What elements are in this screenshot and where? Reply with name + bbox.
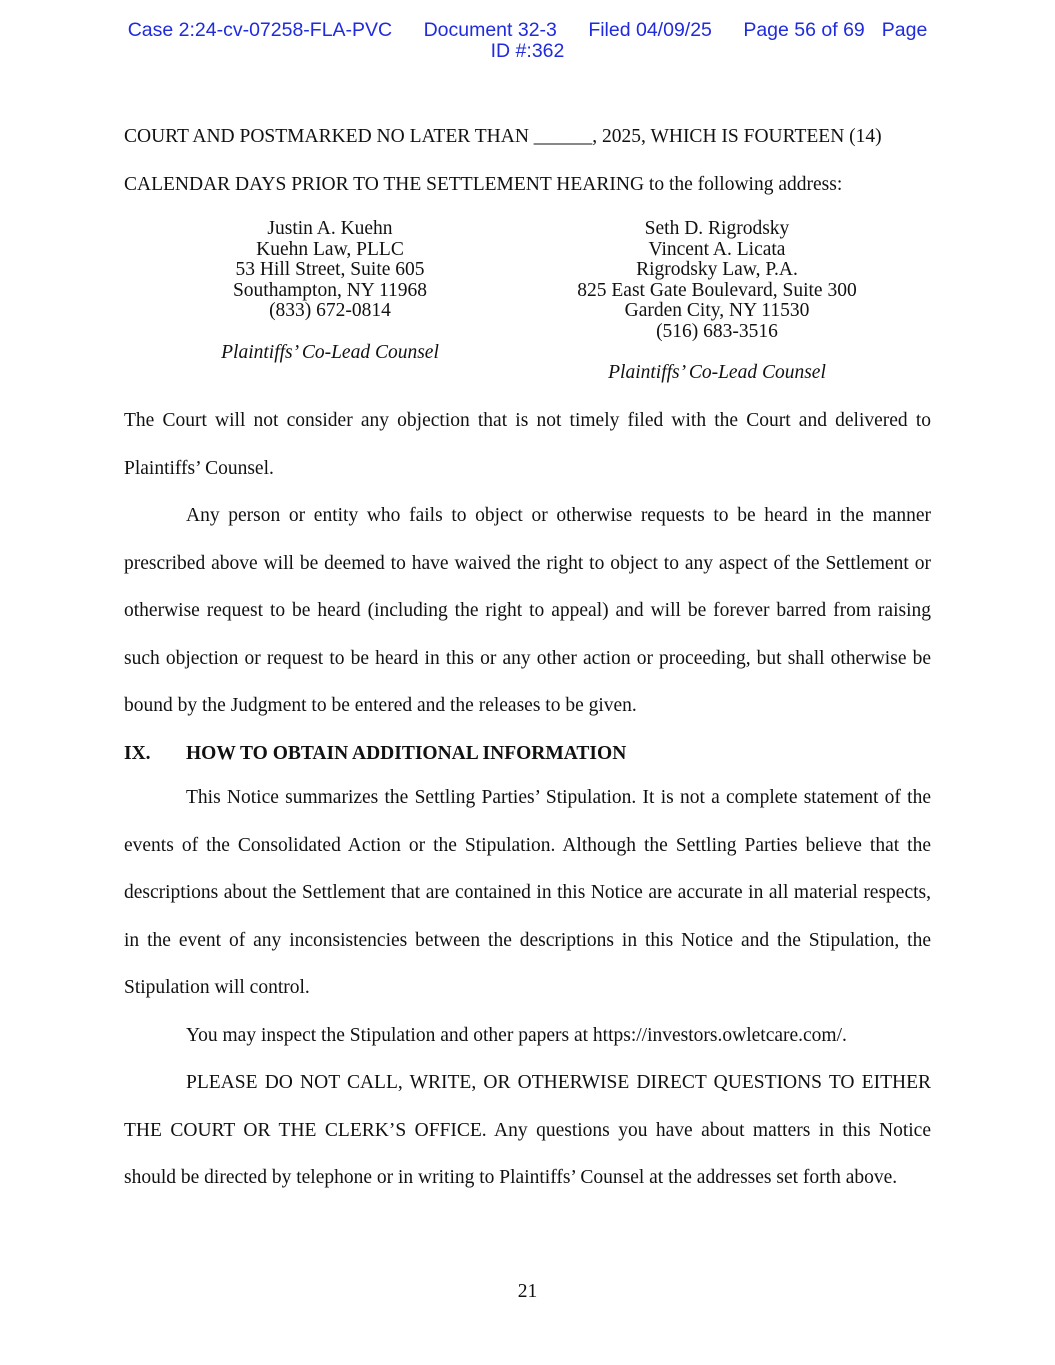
phone-number: (833) 672-0814 bbox=[269, 300, 391, 321]
paragraph-inspect: You may inspect the Stipulation and other papers at https://investors.owletcare.com/. bbox=[186, 1024, 847, 1046]
page-id-prefix: Page bbox=[881, 19, 928, 41]
street-address: 825 East Gate Boulevard, Suite 300 bbox=[577, 279, 857, 301]
attorney-name: Vincent A. Licata bbox=[648, 238, 786, 260]
address-left bbox=[190, 219, 470, 363]
section-title: HOW TO OBTAIN ADDITIONAL INFORMATION bbox=[186, 743, 627, 764]
body-paragraphs-1 bbox=[124, 397, 931, 730]
counsel-role: Plaintiffs’ Co-Lead Counsel bbox=[221, 341, 439, 363]
intro-block bbox=[124, 113, 931, 208]
intro-line-1: COURT AND POSTMARKED NO LATER THAN ______, 2025, WHICH IS FOURTEEN (14) bbox=[124, 126, 882, 147]
case-number: Case 2:24-cv-07258-FLA-PVC bbox=[127, 19, 393, 41]
street-address: 53 Hill Street, Suite 605 bbox=[235, 259, 425, 280]
page-number: 21 bbox=[517, 1281, 538, 1302]
body-paragraphs-2 bbox=[124, 774, 931, 1202]
court-filing-header bbox=[0, 20, 1055, 62]
attorney-name: Seth D. Rigrodsky bbox=[644, 218, 790, 239]
filed-date: Filed 04/09/25 bbox=[588, 19, 712, 41]
city-state-zip: Garden City, NY 11530 bbox=[624, 300, 810, 321]
page-count: Page 56 of 69 bbox=[743, 19, 865, 41]
page-id: ID #:362 bbox=[490, 40, 565, 62]
attorney-name: Justin A. Kuehn bbox=[267, 218, 393, 239]
address-right bbox=[547, 219, 887, 384]
document-number: Document 32-3 bbox=[423, 19, 557, 41]
section-number: IX. bbox=[124, 743, 151, 764]
phone-number: (516) 683-3516 bbox=[656, 320, 778, 342]
law-firm: Rigrodsky Law, P.A. bbox=[636, 259, 798, 280]
paragraph-do-not-call: PLEASE DO NOT CALL, WRITE, OR OTHERWISE DIRECT QUESTIONS TO EITHER THE COURT OR THE CLERK’S OFFICE. Any questions you have about matters in this Notice should be directed by telephone or in writing to Plaintiffs’ Counsel at the addresses set forth above. bbox=[124, 1072, 931, 1188]
paragraph-timely-objection: The Court will not consider any objection that is not timely filed with the Court and delivered to Plaintiffs’ Counsel. bbox=[124, 410, 931, 479]
city-state-zip: Southampton, NY 11968 bbox=[232, 279, 428, 301]
section-heading bbox=[124, 743, 626, 765]
paragraph-waiver: Any person or entity who fails to object or otherwise requests to be heard in the manner prescribed above will be deemed to have waived the right to object to any aspect of the Settlement or otherwise request to be heard (including the right to appeal) and will be forever barred from raising such objection or request to be heard in this or any other action or proceeding, but shall otherwise be bound by the Judgment to be entered and the releases to be given. bbox=[124, 505, 931, 716]
paragraph-summary: This Notice summarizes the Settling Parties’ Stipulation. It is not a complete statement of the events of the Consolidated Action or the Stipulation. Although the Settling Parties believe that the descriptions about the Settlement that are contained in this Notice are accurate in all material respects, in the event of any inconsistencies between the descriptions in this Notice and the Stipulation, the Stipulation will control. bbox=[124, 787, 931, 998]
law-firm: Kuehn Law, PLLC bbox=[256, 238, 404, 260]
intro-line-2: CALENDAR DAYS PRIOR TO THE SETTLEMENT HEARING to the following address: bbox=[124, 173, 843, 195]
counsel-role: Plaintiffs’ Co-Lead Counsel bbox=[608, 362, 826, 383]
